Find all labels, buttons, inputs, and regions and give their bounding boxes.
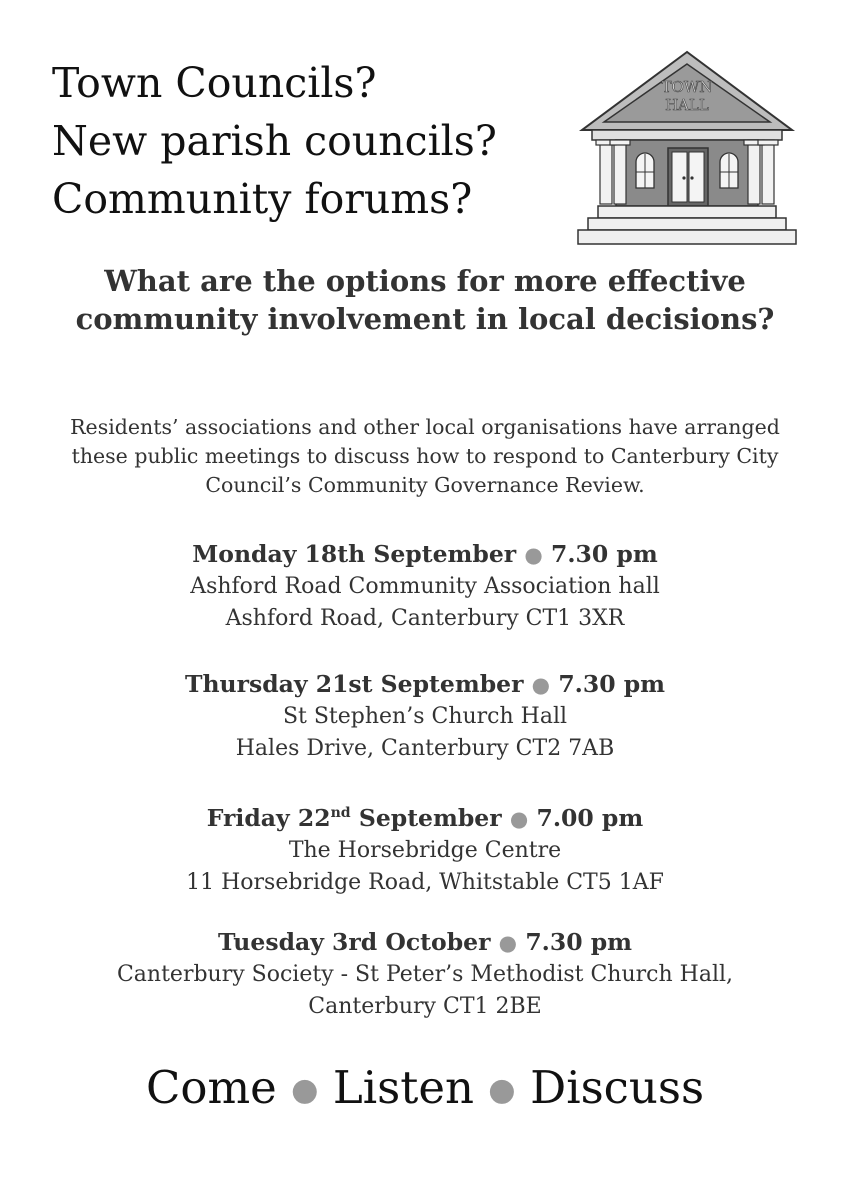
meeting-address: Hales Drive, Canterbury CT2 7AB: [235, 736, 615, 761]
headline-parish-councils: New parish councils?: [52, 117, 497, 165]
meeting-address: Canterbury CT1 2BE: [308, 994, 542, 1019]
tagline-discuss: Discuss: [530, 1061, 705, 1114]
separator-dot: ●: [509, 805, 529, 831]
meeting-day: Friday 22: [206, 803, 331, 832]
intro-paragraph: Residents’ associations and other local organisations have arranged these public meetings to discuss how to respond to Canterbury City Council’s Community Governance Review.: [70, 415, 780, 497]
meeting-day-ordinal: nd: [330, 805, 351, 821]
meeting-time: 7.00 pm: [536, 803, 644, 832]
meeting-day: Monday 18th September: [192, 540, 517, 568]
tagline-listen: Listen: [332, 1061, 474, 1114]
meeting-4: [40, 926, 810, 1023]
meeting-day: Thursday 21st September: [184, 670, 524, 698]
meeting-datetime: [40, 797, 810, 835]
separator-dot: ●: [488, 1071, 516, 1108]
headline-community-forums: Community forums?: [52, 175, 473, 223]
meeting-datetime: [40, 538, 810, 571]
meeting-2: [40, 668, 810, 765]
main-question: What are the options for more effective community involvement in local decisions?: [75, 264, 775, 336]
meeting-1: [40, 538, 810, 635]
tagline-come: Come: [145, 1061, 277, 1114]
headline-town-councils: Town Councils?: [52, 59, 377, 107]
separator-dot: ●: [498, 930, 518, 955]
tagline: [40, 1058, 810, 1120]
town-hall-icon: [574, 48, 800, 258]
meeting-datetime: [40, 668, 810, 701]
meeting-address: 11 Horsebridge Road, Whitstable CT5 1AF: [186, 869, 664, 895]
logo-text-town: TOWN: [661, 78, 713, 96]
meeting-3: [40, 797, 810, 899]
logo-text-hall: HALL: [665, 96, 709, 114]
meeting-venue: The Horsebridge Centre: [288, 837, 562, 863]
meeting-time: 7.30 pm: [525, 928, 633, 956]
meeting-time: 7.30 pm: [558, 670, 666, 698]
meeting-address: Ashford Road, Canterbury CT1 3XR: [225, 606, 625, 631]
meeting-month: September: [350, 803, 502, 832]
separator-dot: ●: [291, 1071, 319, 1108]
separator-dot: ●: [524, 542, 543, 567]
meeting-venue: Ashford Road Community Association hall: [190, 574, 660, 599]
meeting-datetime: [40, 926, 810, 959]
meeting-venue: St Stephen’s Church Hall: [282, 704, 568, 729]
headline-block: [52, 54, 497, 228]
meeting-venue: Canterbury Society - St Peter’s Methodist Church Hall,: [116, 962, 734, 987]
meeting-time: 7.30 pm: [551, 540, 658, 568]
meeting-day: Tuesday 3rd October: [217, 928, 491, 956]
separator-dot: ●: [531, 672, 551, 697]
